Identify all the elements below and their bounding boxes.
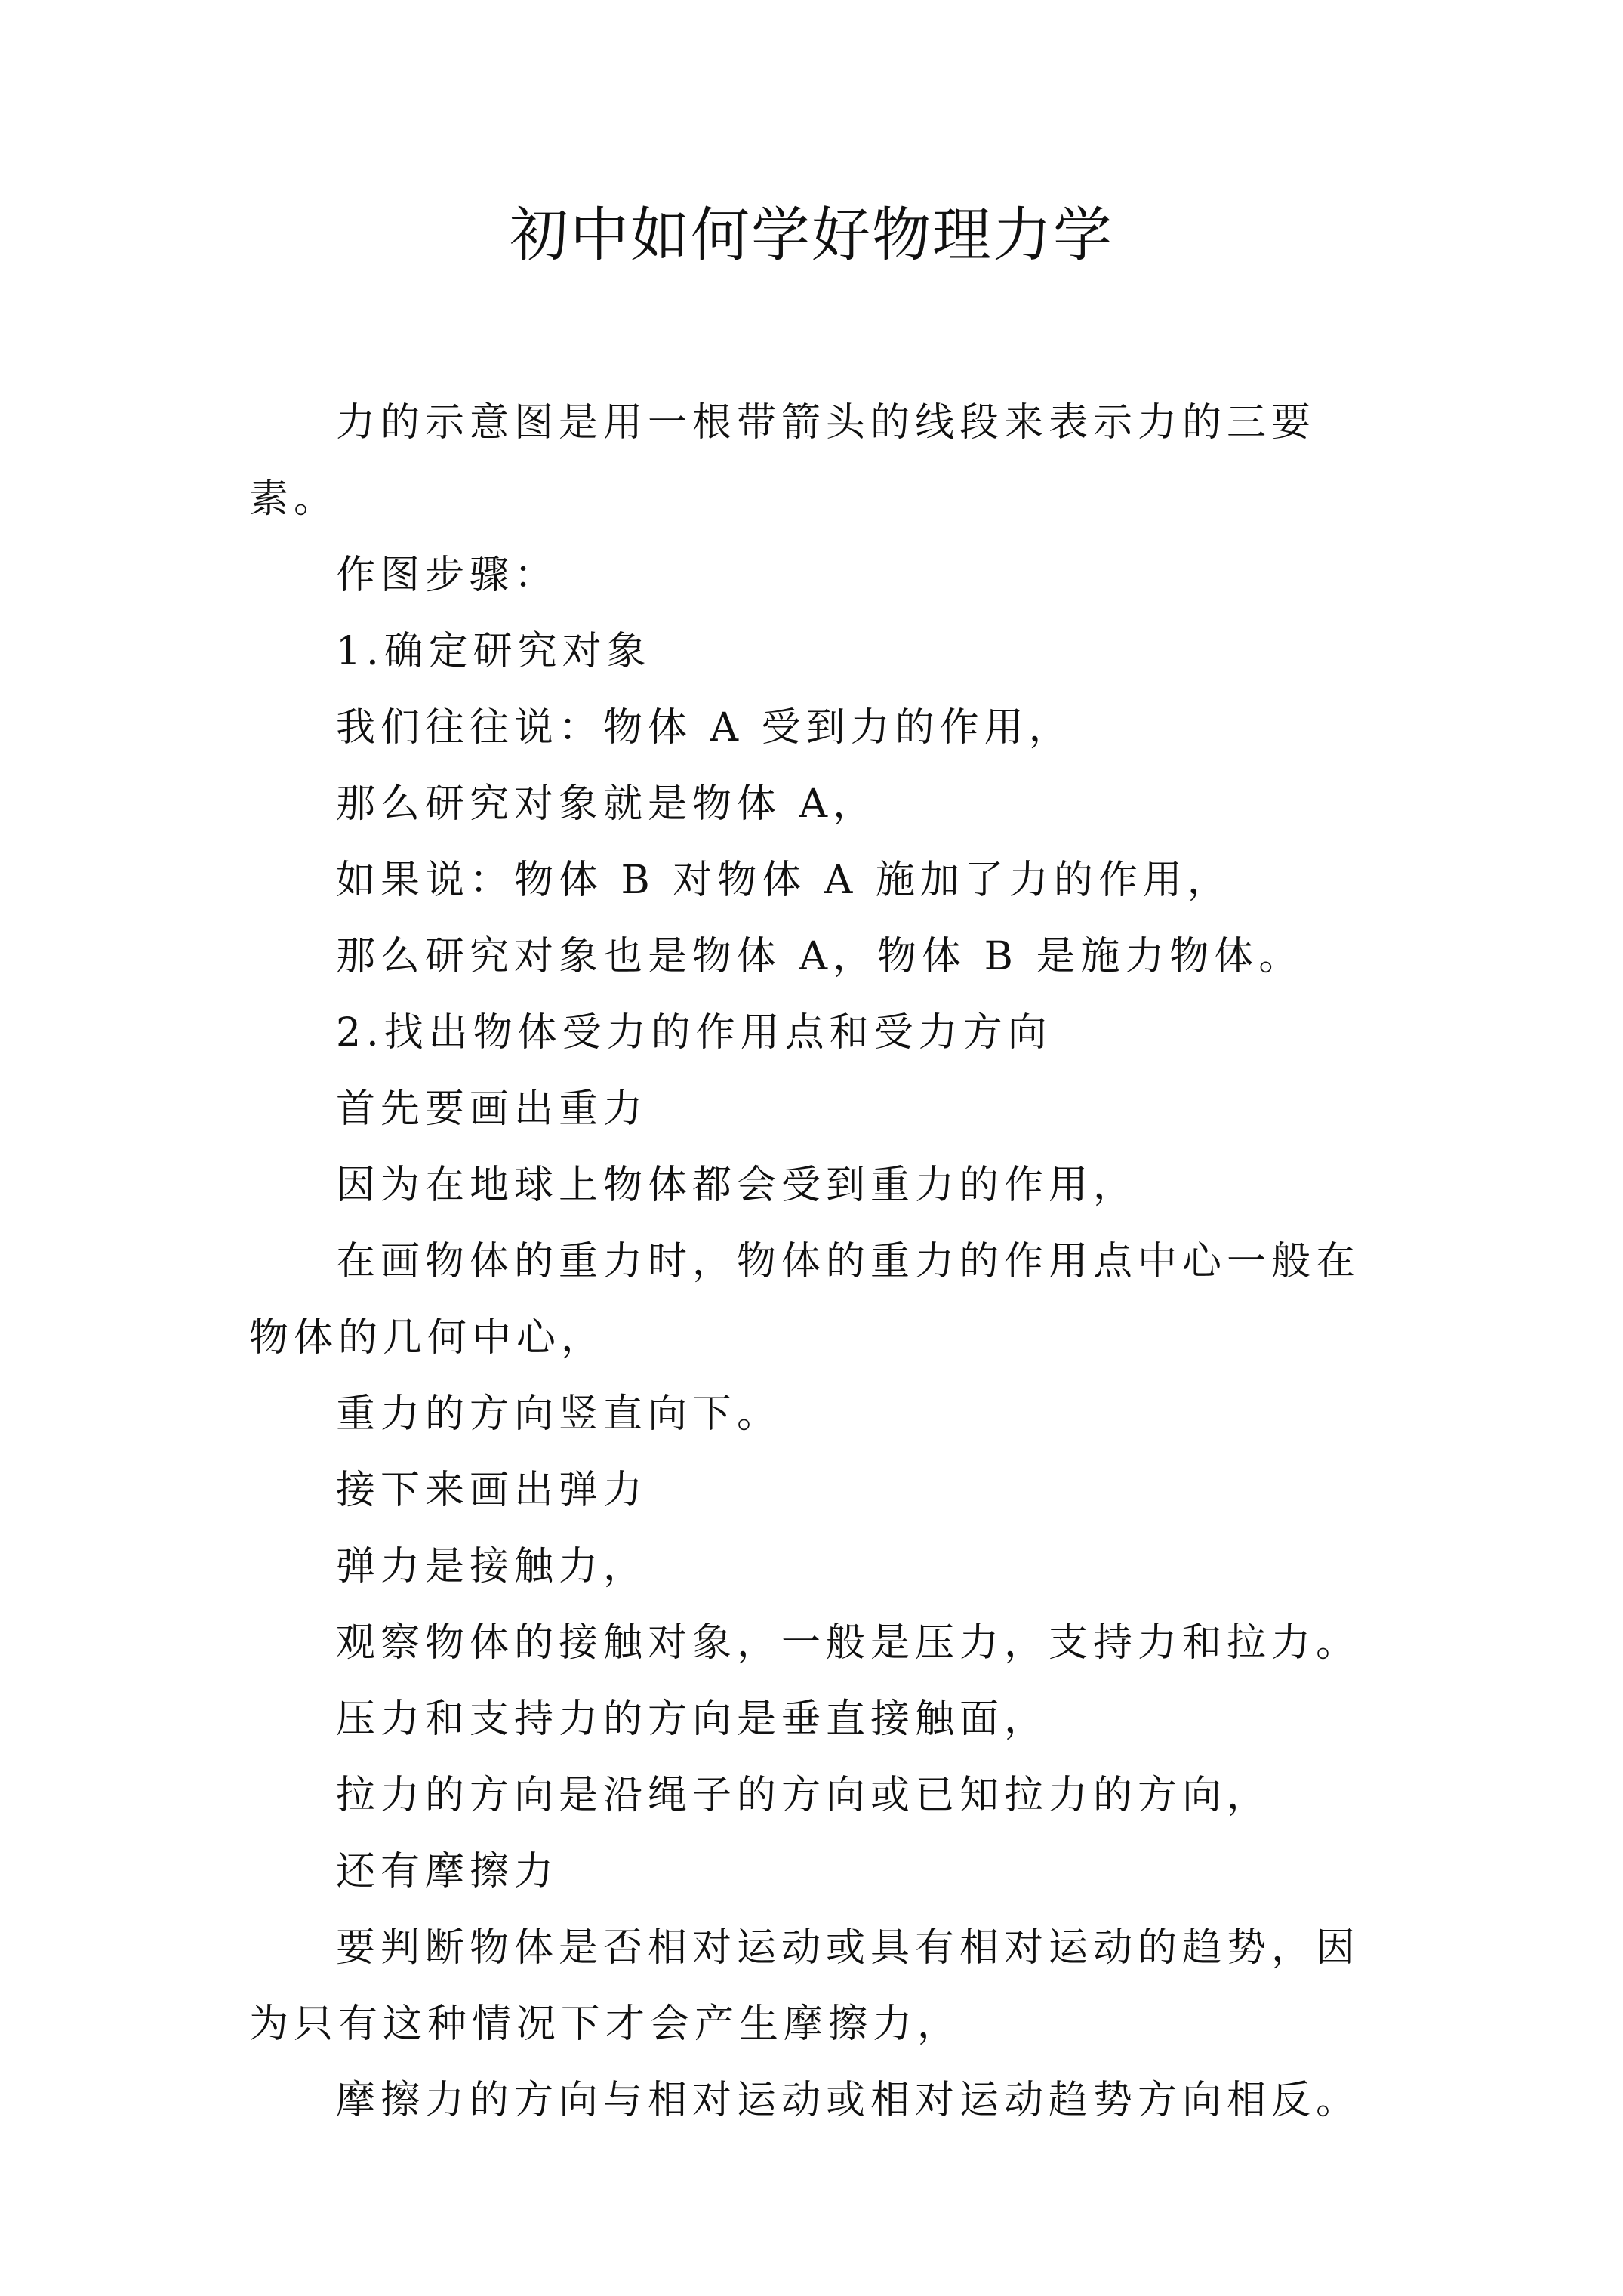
paragraph: 压力和支持力的方向是垂直接触面， <box>336 1697 1049 1742</box>
paragraph: 还有摩擦力 <box>336 1849 559 1894</box>
page-title: 初中如何学好物理力学 <box>509 202 1113 270</box>
document-body <box>249 385 1397 2139</box>
paragraph: 要判断物体是否相对运动或具有相对运动的趋势，因为只有这种情况下才会产生摩擦力， <box>249 1925 1361 2047</box>
paragraph: 重力的方向竖直向下。 <box>336 1391 782 1437</box>
paragraph: 弹力是接触力， <box>336 1544 648 1589</box>
paragraph: 摩擦力的方向与相对运动或相对运动趋势方向相反。 <box>336 2078 1361 2123</box>
paragraph: 观察物体的接触对象，一般是压力，支持力和拉力。 <box>336 1620 1361 1666</box>
paragraph: 拉力的方向是沿绳子的方向或已知拉力的方向， <box>336 1773 1272 1818</box>
paragraph: 因为在地球上物体都会受到重力的作用， <box>336 1163 1138 1208</box>
paragraph: 2.找出物体受力的作用点和受力方向 <box>336 1010 1052 1056</box>
paragraph: 接下来画出弹力 <box>336 1468 648 1513</box>
paragraph: 首先要画出重力 <box>336 1086 648 1132</box>
paragraph: 1.确定研究对象 <box>336 629 651 674</box>
paragraph: 作图步骤： <box>336 553 559 598</box>
paragraph: 那么研究对象也是物体 A，物体 B 是施力物体。 <box>336 934 1304 979</box>
paragraph: 力的示意图是用一根带箭头的线段来表示力的三要素。 <box>249 400 1317 522</box>
paragraph: 我们往往说：物体 A 受到力的作用， <box>336 705 1073 750</box>
paragraph: 如果说：物体 B 对物体 A 施加了力的作用， <box>336 858 1232 903</box>
paragraph: 在画物体的重力时，物体的重力的作用点中心一般在物体的几何中心， <box>249 1239 1361 1361</box>
paragraph: 那么研究对象就是物体 A， <box>336 781 878 827</box>
